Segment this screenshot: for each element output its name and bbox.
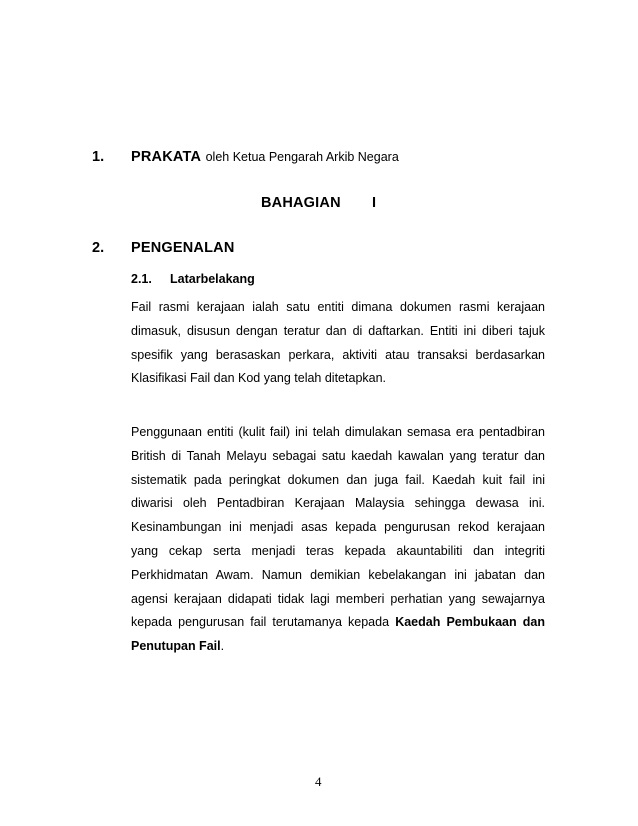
paragraph-2-bold-phrase: Kaedah Pembukaan dan Penutupan Fail [131,615,545,654]
section-1-title: PRAKATA [131,149,202,165]
subsection-title: Latarbelakang [170,272,255,286]
section-1-heading [131,148,399,166]
part-label: BAHAGIAN [261,195,341,211]
section-2-title: PENGENALAN [131,240,235,256]
paragraph-2-end: . [220,639,225,654]
section-1-number: 1. [92,149,105,165]
subsection-number: 2.1. [131,272,152,286]
part-numeral: I [372,195,377,211]
section-1-subtitle: oleh Ketua Pengarah Arkib Negara [205,150,399,164]
paragraph-1: Fail rasmi kerajaan ialah satu entiti dimana dokumen rasmi kerajaan dimasuk, disusun dengan teratur dan di daftarkan. Entiti ini diberi tajuk spesifik yang berasaskan perkara, aktiviti atau transaksi berdasarkan Klasifikasi Fail dan Kod yang telah ditetapkan. [131,300,545,386]
paragraph-2-text: Penggunaan entiti (kulit fail) ini telah dimulakan semasa era pentadbiran British di Tanah Melayu sebagai satu kaedah kawalan yang teratur dan sistematik pada peringkat dokumen dan juga fail. Kaedah kuit fail ini diwarisi oleh Pentadbiran Kerajaan Malaysia sehingga dewasa ini. Kesinambungan ini menjadi asas kepada pengurusan rekod kerajaan yang cekap serta menjadi teras kepada akauntabiliti dan integriti Perkhidmatan Awam. Namun demikian kebelakangan ini jabatan dan agensi kerajaan didapati tidak lagi memberi perhatian yang sewajarnya kepada pengurusan fail terutamanya kepada [131,425,545,630]
paragraph-2 [131,421,545,659]
page-number: 4 [315,774,322,789]
section-2-number: 2. [92,240,105,256]
